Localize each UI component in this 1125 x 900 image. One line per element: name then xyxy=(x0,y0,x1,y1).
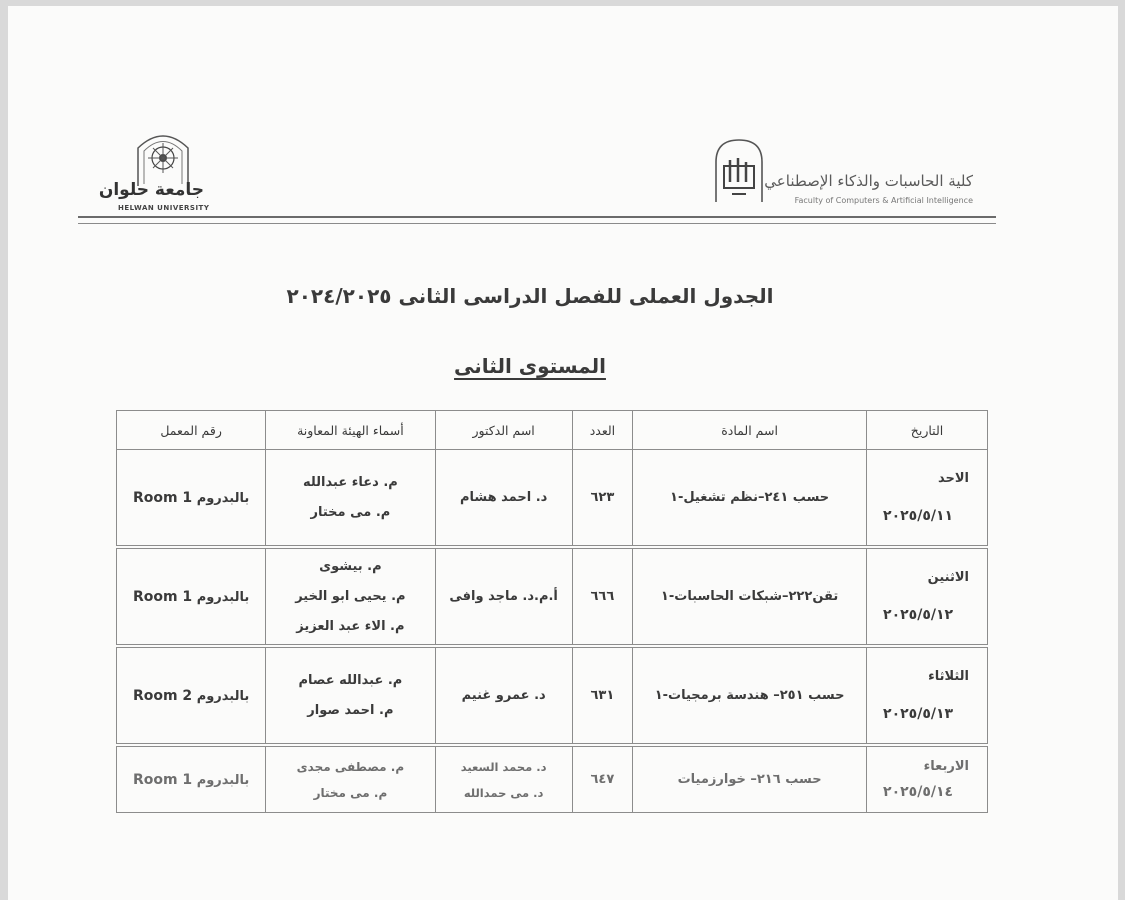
doctor-name: د. محمد السعيد xyxy=(460,759,547,774)
header-subject: اسم المادة xyxy=(633,411,867,450)
doctor-cell xyxy=(435,747,572,813)
count-cell: ٦٣١ xyxy=(572,648,632,744)
assistants-cell xyxy=(266,747,435,813)
table-row xyxy=(117,549,988,645)
subject-cell: تقن٢٢٢–شبكات الحاسبات-١ xyxy=(633,549,867,645)
date-value: ٢٠٢٥/٥/١٤ xyxy=(883,784,954,800)
lab-room: Room 1 xyxy=(132,771,193,788)
faculty-name-english: Faculty of Computers & Artificial Intelligence xyxy=(794,196,973,205)
faculty-name-block xyxy=(764,172,973,205)
doctor-name: د. عمرو غنيم xyxy=(461,687,546,703)
lab-location: بالبدروم xyxy=(196,688,250,704)
date-value: ٢٠٢٥/٥/١١ xyxy=(883,508,954,524)
lab-room: Room 2 xyxy=(132,687,193,704)
header-assistants: أسماء الهيئة المعاونة xyxy=(266,411,435,450)
lab-location: بالبدروم xyxy=(196,772,250,788)
assistant-name: م. يحيى ابو الخير xyxy=(295,588,406,604)
header-date: التاريخ xyxy=(867,411,988,450)
table-row xyxy=(117,648,988,744)
doctor-name: د. احمد هشام xyxy=(459,489,548,505)
document-title: الجدول العملى للفصل الدراسى الثانى ٢٠٢٤/٢٠٢٥ xyxy=(286,284,774,308)
lab-cell xyxy=(117,549,266,645)
doctor-cell xyxy=(435,549,572,645)
date-cell xyxy=(867,747,988,813)
lab-room: Room 1 xyxy=(132,588,193,605)
day-name: الاربعاء xyxy=(923,759,969,774)
day-name: الثلاثاء xyxy=(928,669,969,684)
table-row xyxy=(117,450,988,546)
subject-cell: حسب ٢٥١– هندسة برمجيات-١ xyxy=(633,648,867,744)
assistant-name: م. الاء عبد العزيز xyxy=(296,618,405,634)
assistant-name: م. بيشوى xyxy=(319,558,382,574)
doctor-name: أ.م.د. ماجد وافى xyxy=(449,588,558,604)
assistant-name: م. مصطفى مجدى xyxy=(296,759,405,774)
day-name: الاحد xyxy=(937,471,969,486)
subject-cell: حسب ٢١٦– خوارزميات xyxy=(633,747,867,813)
doctor-cell xyxy=(435,648,572,744)
day-name: الاثنين xyxy=(927,570,969,585)
count-cell: ٦٢٣ xyxy=(572,450,632,546)
level-title xyxy=(380,354,680,378)
lab-room: Room 1 xyxy=(132,489,193,506)
date-cell xyxy=(867,648,988,744)
faculty-name-arabic: كلية الحاسبات والذكاء الإصطناعي xyxy=(764,172,973,190)
faculty-logo-icon xyxy=(708,136,770,208)
doctor-name: د. مى حمدالله xyxy=(463,785,544,800)
assistants-cell xyxy=(266,549,435,645)
university-name-arabic: جامعة حلوان xyxy=(98,180,204,200)
schedule-table xyxy=(116,410,988,813)
date-value: ٢٠٢٥/٥/١٢ xyxy=(883,607,954,623)
assistant-name: م. مى مختار xyxy=(310,504,391,520)
lab-location: بالبدروم xyxy=(196,589,250,605)
subject-cell: حسب ٢٤١–نظم تشغيل-١ xyxy=(633,450,867,546)
doctor-cell xyxy=(435,450,572,546)
assistant-name: م. عبدالله عصام xyxy=(298,672,403,688)
table-row xyxy=(117,747,988,813)
assistant-name: م. دعاء عبدالله xyxy=(302,474,398,490)
header-lab: رقم المعمل xyxy=(117,411,266,450)
assistant-name: م. احمد صوار xyxy=(307,702,394,718)
date-cell xyxy=(867,450,988,546)
header-count: العدد xyxy=(572,411,632,450)
table-header-row xyxy=(117,411,988,450)
count-cell: ٦٤٧ xyxy=(572,747,632,813)
lab-cell xyxy=(117,648,266,744)
count-cell: ٦٦٦ xyxy=(572,549,632,645)
assistant-name: م. مى مختار xyxy=(313,785,388,800)
date-cell xyxy=(867,549,988,645)
assistants-cell xyxy=(266,648,435,744)
date-value: ٢٠٢٥/٥/١٣ xyxy=(883,706,954,722)
university-name-english: HELWAN UNIVERSITY xyxy=(118,204,210,212)
header-divider xyxy=(78,216,996,224)
lab-cell xyxy=(117,450,266,546)
level-title-text: المستوى الثانى xyxy=(454,354,606,378)
lab-cell xyxy=(117,747,266,813)
header-doctor: اسم الدكتور xyxy=(435,411,572,450)
assistants-cell xyxy=(266,450,435,546)
lab-location: بالبدروم xyxy=(196,490,250,506)
